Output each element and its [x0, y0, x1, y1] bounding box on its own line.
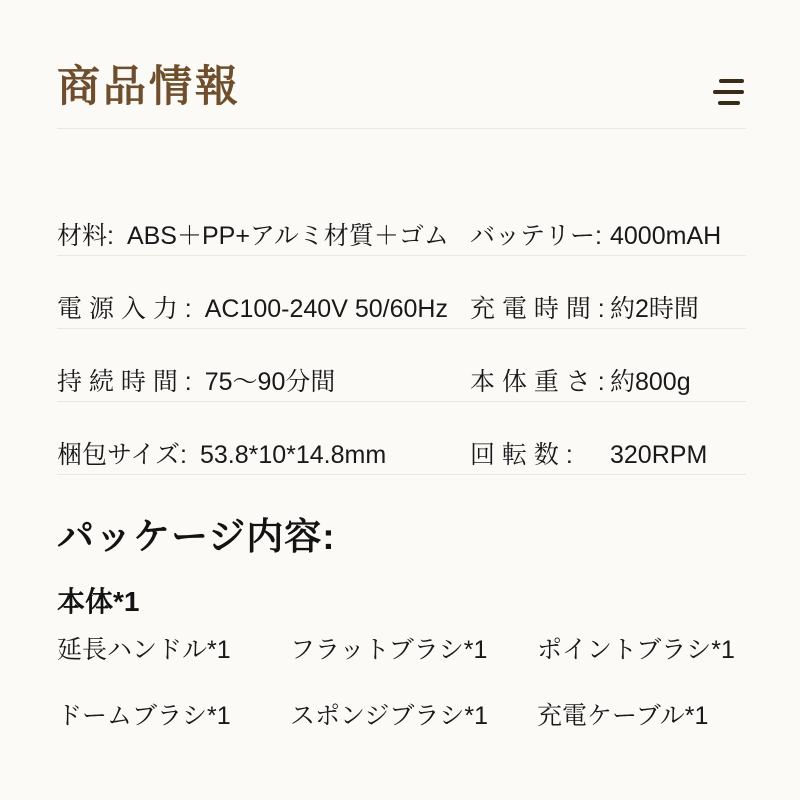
- spec-runtime-label: 持 続 時 間 :: [57, 368, 192, 396]
- spec-material-label: 材料:: [57, 222, 114, 250]
- spec-charge-time: [470, 294, 746, 324]
- spec-rpm-value: 320RPM: [610, 441, 708, 469]
- spec-power-input-value: AC100-240V 50/60Hz: [204, 295, 448, 323]
- spec-table: [57, 183, 746, 475]
- package-item-extension-handle: 延長ハンドル*1: [57, 636, 231, 664]
- spec-battery: [470, 221, 746, 251]
- spec-weight: [470, 367, 746, 397]
- spec-power-input: [57, 294, 470, 324]
- menu-lines-icon[interactable]: [713, 79, 744, 105]
- spec-weight-value: 約800g: [610, 368, 691, 396]
- spec-package-size-label: 梱包サイズ:: [57, 441, 187, 469]
- spec-package-size: [57, 440, 470, 470]
- spec-row-size-rpm: [57, 402, 746, 475]
- spec-battery-label: バッテリー:: [470, 222, 602, 250]
- package-item-dome-brush: ドームブラシ*1: [57, 702, 231, 730]
- spec-row-material-battery: [57, 183, 746, 256]
- spec-battery-value: 4000mAH: [610, 222, 722, 250]
- package-item-flat-brush: フラットブラシ*1: [290, 636, 488, 664]
- spec-runtime-value: 75〜90分間: [204, 368, 336, 396]
- section-header: [57, 0, 746, 129]
- spec-weight-label: 本 体 重 さ :: [470, 368, 605, 396]
- menu-bar-bottom: [718, 101, 740, 105]
- spec-material: [57, 221, 470, 251]
- package-item-point-brush: ポイントブラシ*1: [537, 636, 735, 664]
- menu-bar-top: [719, 79, 744, 83]
- package-items-grid: [57, 635, 746, 731]
- menu-bar-middle: [713, 90, 744, 94]
- package-main-item: 本体*1: [57, 586, 140, 617]
- spec-power-input-label: 電 源 入 力 :: [57, 295, 192, 323]
- spec-runtime: [57, 367, 470, 397]
- spec-charge-time-label: 充 電 時 間 :: [470, 295, 605, 323]
- package-item-sponge-brush: スポンジブラシ*1: [290, 702, 489, 730]
- page-title: 商品情報: [57, 63, 241, 111]
- spec-rpm-label: 回 転 数 :: [470, 441, 573, 469]
- package-item-charge-cable: 充電ケーブル*1: [537, 702, 709, 730]
- spec-row-runtime-weight: [57, 329, 746, 402]
- spec-rpm: [470, 440, 746, 470]
- spec-material-value: ABS＋PP+アルミ材質＋ゴム: [126, 222, 449, 250]
- spec-package-size-value: 53.8*10*14.8mm: [199, 441, 387, 469]
- spec-charge-time-value: 約2時間: [610, 295, 699, 323]
- package-contents-heading: パッケージ内容:: [57, 516, 336, 557]
- spec-row-power-charge: [57, 256, 746, 329]
